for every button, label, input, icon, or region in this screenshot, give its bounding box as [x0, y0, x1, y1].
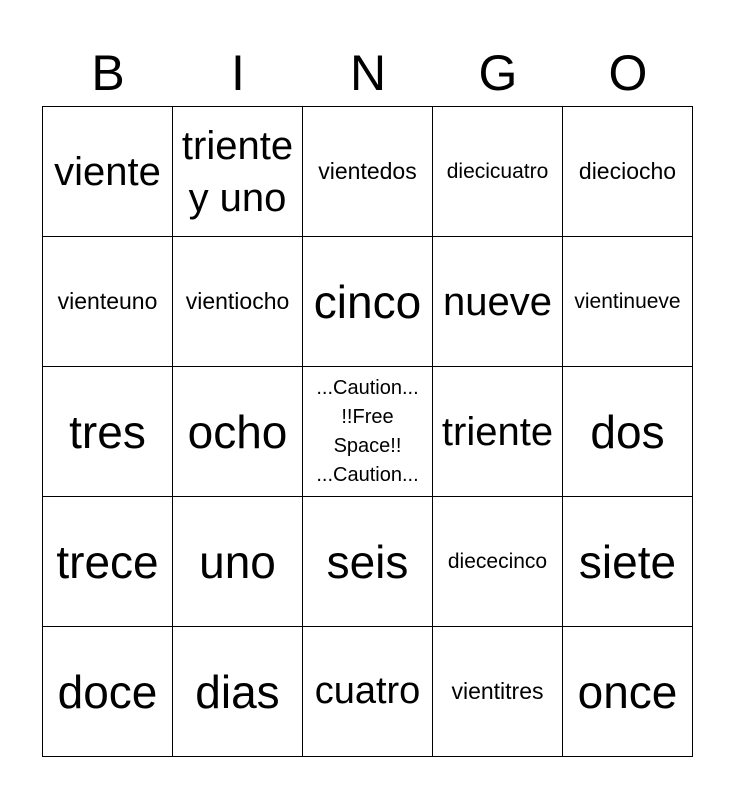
cell-word: vientitres [451, 678, 544, 704]
bingo-cell[interactable] [42, 366, 173, 497]
bingo-cell[interactable] [432, 106, 563, 237]
cell-word: diececinco [447, 550, 548, 573]
bingo-cell[interactable] [42, 106, 173, 237]
bingo-cell[interactable] [432, 496, 563, 627]
cell-word: nueve [443, 279, 552, 324]
header-letter-b: B [91, 45, 125, 101]
bingo-cell[interactable] [302, 236, 433, 367]
bingo-cell[interactable] [562, 106, 693, 237]
bingo-cell[interactable] [172, 366, 303, 497]
bingo-header [43, 42, 693, 104]
cell-word: triente [441, 409, 554, 454]
header-letter-n: N [349, 45, 387, 101]
bingo-cell[interactable] [172, 496, 303, 627]
bingo-cell[interactable] [432, 366, 563, 497]
cell-word: vientedos [318, 158, 417, 184]
bingo-cell[interactable] [42, 626, 173, 757]
bingo-cell[interactable] [172, 106, 303, 237]
header-letter-g: G [478, 45, 518, 101]
bingo-cell[interactable] [562, 236, 693, 367]
cell-word: dias [195, 665, 280, 718]
cell-word: viente [54, 149, 161, 194]
bingo-cell[interactable] [562, 496, 693, 627]
cell-word: vienteuno [57, 288, 158, 314]
bingo-cell[interactable] [42, 496, 173, 627]
cell-word: triente y uno [181, 123, 294, 220]
bingo-cell[interactable] [42, 236, 173, 367]
free-space-cell[interactable] [302, 366, 433, 497]
header-letter-o: O [608, 45, 648, 101]
bingo-cell[interactable] [562, 366, 693, 497]
bingo-cell[interactable] [302, 496, 433, 627]
bingo-cell[interactable] [432, 236, 563, 367]
header-letter-i: I [231, 45, 245, 101]
bingo-cell[interactable] [432, 626, 563, 757]
cell-word: doce [57, 665, 158, 718]
bingo-board [43, 107, 693, 757]
bingo-cell[interactable] [562, 626, 693, 757]
free-space-text: ...Caution... !!Free Space!! ...Caution... [316, 376, 419, 486]
cell-word: siete [578, 535, 677, 588]
cell-word: dieciocho [578, 158, 677, 184]
cell-word: vientiocho [185, 288, 290, 314]
cell-word: diecicuatro [446, 160, 549, 183]
cell-word: dos [590, 405, 665, 458]
cell-word: uno [199, 535, 276, 588]
cell-word: seis [326, 535, 409, 588]
cell-word: vientinueve [574, 290, 681, 313]
bingo-cell[interactable] [172, 626, 303, 757]
cell-word: trece [56, 535, 159, 588]
cell-word: ocho [187, 405, 288, 458]
cell-word: cuatro [314, 669, 421, 712]
cell-word: tres [69, 405, 146, 458]
bingo-cell[interactable] [172, 236, 303, 367]
cell-word: cinco [313, 275, 422, 328]
bingo-cell[interactable] [302, 626, 433, 757]
cell-word: once [577, 665, 678, 718]
bingo-cell[interactable] [302, 106, 433, 237]
